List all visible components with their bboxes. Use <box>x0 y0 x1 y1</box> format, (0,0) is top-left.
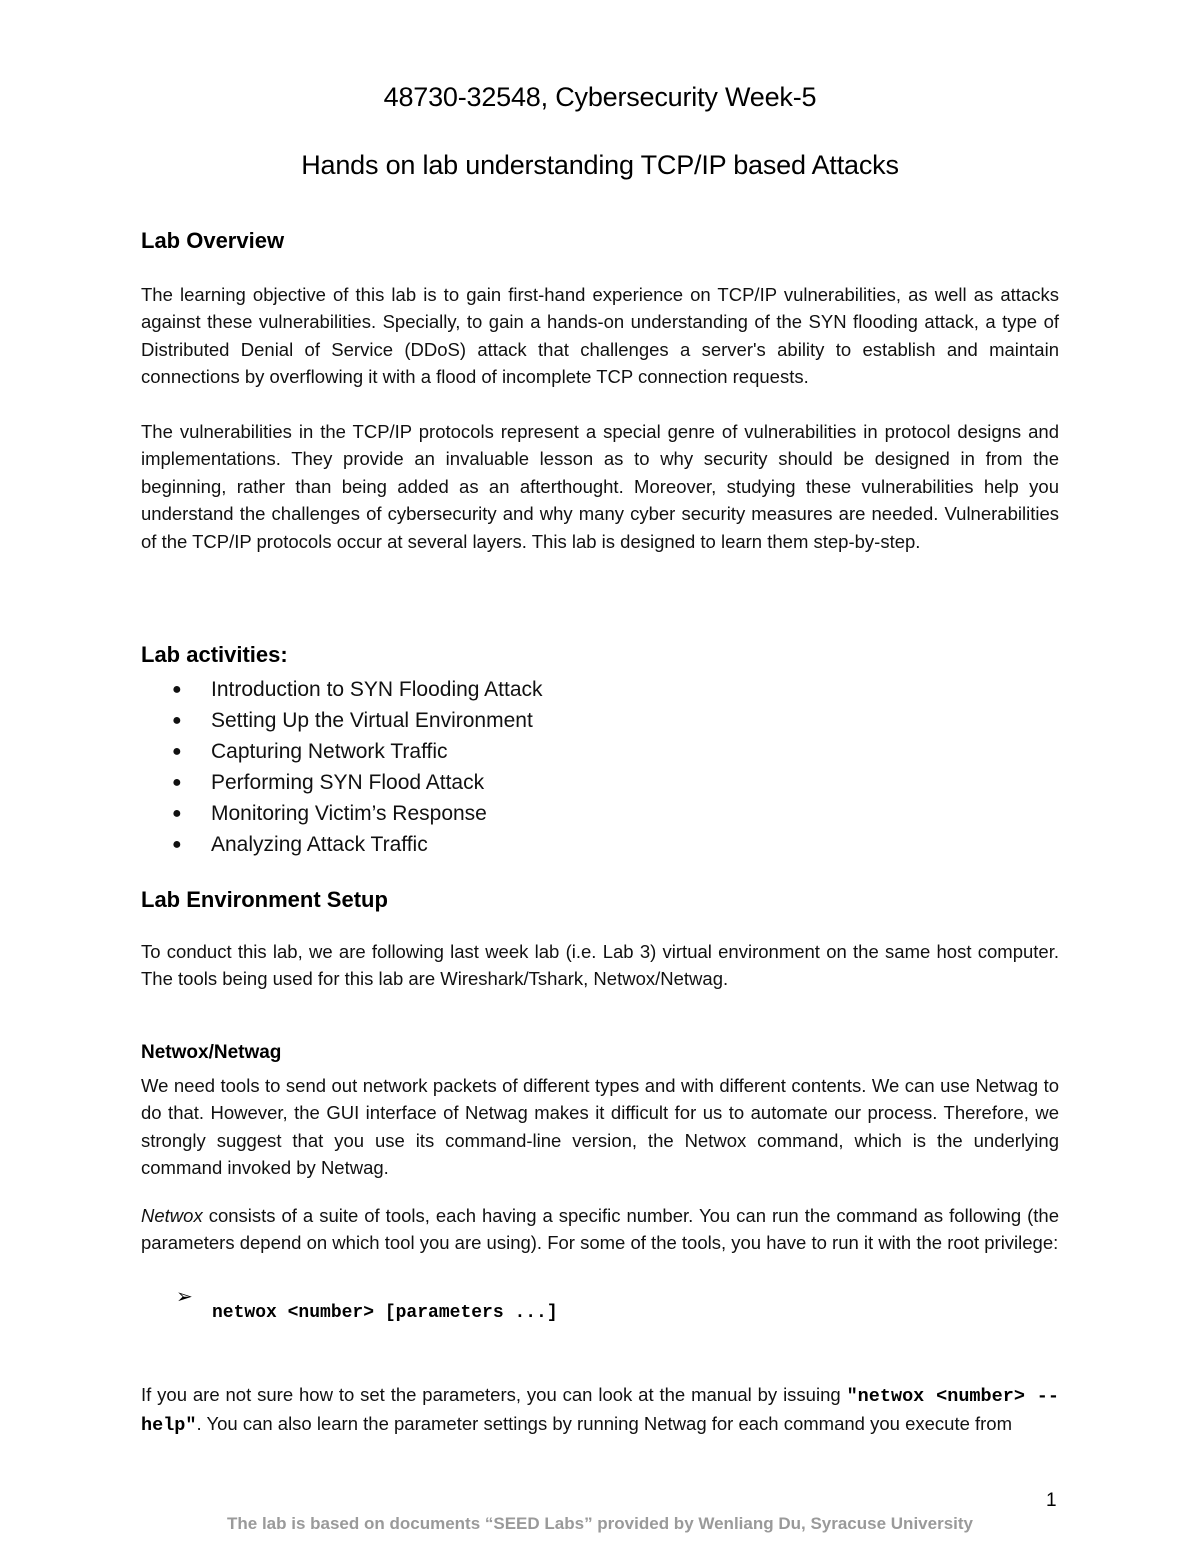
environment-paragraph: To conduct this lab, we are following last week lab (i.e. Lab 3) virtual environment on the same host computer. The tools being used for this lab are Wireshark/Tshark, Netwox/Netwag. <box>141 941 1059 990</box>
overview-paragraph-1: The learning objective of this lab is to gain first-hand experience on TCP/IP vulnerabilities, as well as attacks against these vulnerabilities. Specially, to gain a hands-on understanding of the SYN flooding attack, a type of Distributed Denial of Service (DDoS) attack that challenges a server's ability to establish and maintain connections by overflowing it with a flood of incomplete TCP connection requests. <box>141 284 1059 388</box>
bullet-icon: ● <box>172 712 182 729</box>
netwox-heading: Netwox/Netwag <box>141 1042 282 1063</box>
bullet-icon: ● <box>172 681 182 698</box>
lab-environment-heading: Lab Environment Setup <box>141 887 388 912</box>
netwox-emphasis: Netwox <box>141 1205 203 1226</box>
bullet-icon: ● <box>172 805 182 822</box>
bullet-icon: ● <box>172 743 182 760</box>
page-subtitle: Hands on lab understanding TCP/IP based Attacks <box>301 150 899 180</box>
netwox-paragraph-3: If you are not sure how to set the parameters, you can look at the manual by issuing "netwox <number> --help". You can also learn the parameter settings by running Netwag for each command you execute from <box>141 1384 1059 1437</box>
lab-activities-heading: Lab activities: <box>141 642 288 667</box>
overview-paragraph-2: The vulnerabilities in the TCP/IP protocols represent a special genre of vulnerabilities in protocol designs and implementations. They provide an invaluable lesson as to why security should be designed in from the beginning, rather than being added as an afterthought. Moreover, studying these vulnerabilities help you understand the challenges of cybersecurity and why many cyber security measures are needed. Vulnerabilities of the TCP/IP protocols occur at several layers. This lab is designed to learn them step-by-step. <box>141 421 1059 552</box>
netwox-paragraph-1: We need tools to send out network packets of different types and with different contents. We can use Netwag to do that. However, the GUI interface of Netwag makes it difficult for us to automate our process. Therefore, we strongly suggest that you use its command-line version, the Netwox command, which is the underlying command invoked by Netwag. <box>141 1075 1059 1179</box>
page-number: 1 <box>1046 1490 1057 1511</box>
netwox-paragraph-2: Netwox consists of a suite of tools, each having a specific number. You can run the command as following (the parameters depend on which tool you are using). For some of the tools, you have to run it with the root privilege: <box>141 1205 1059 1254</box>
command-example: netwox <number> [parameters ...] <box>212 1303 558 1323</box>
page-title: 48730-32548, Cybersecurity Week-5 <box>383 82 817 112</box>
bullet-icon: ● <box>172 774 182 791</box>
document-page: 48730-32548, Cybersecurity Week-5 Hands on lab understanding TCP/IP based Attacks Lab Overview The learning objective of this lab is to gain first-hand experience on TCP/IP vulnerabilities, as well as attacks against these vulnerabilities. Specially, to gain a hands-on understanding of the SYN flooding attack, a type of Distributed Denial of Service (DDoS) attack that challenges a server's ability to establish and maintain connections by overflowing it with a flood of incomplete TCP connection requests. The vulnerabilities in the TCP/IP protocols represent a special genre of vulnerabilities in protocol designs and implementations. They provide an invaluable lesson as to why security should be designed in from the beginning, rather than being added as an afterthought. Moreover, studying these vulnerabilities help you understand the challenges of cybersecurity and why many cyber security measures are needed. Vulnerabilities of the TCP/IP protocols occur at several layers. This lab is designed to learn them step-by-step. Lab activities: ● Introduction to SYN Flooding Attack ● Setting Up the Virtual Environment ● Capturing Network Traffic ● Performing SYN Flood Attack ● Monitoring Victim’s Response ● Analyzing Attack Traffic Lab Environment Setup To conduct this lab, we are following last week lab (i.e. Lab 3) virtual environment on the same host computer. The tools being used for this lab are Wireshark/Tshark, Netwox/Netwag. Netwox/Netwag We need tools to send out network packets of different types and with different contents. We can use Netwag to do that. However, the GUI interface of Netwag makes it difficult for us to automate our process. Therefore, we strongly suggest that you use its command-line version, the Netwox command, which is the underlying command invoked by Netwag. Netwox consists of a suite of tools, each having a specific number. You can run the command as following (the parameters depend on which tool you are using). For some of the tools, you have to run it with the root privilege: ➢ netwox <number> [parameters ...] If you are not sure how to set the parameters, you can look at the manual by issuing "netwox <number> --help". You can also learn the parameter settings by running Netwag for each command you execute from 1 The lab is based on documents “SEED Labs” provided by Wenliang Du, Syracuse University <box>0 0 1200 1560</box>
help-command: "netwox <number> --help" <box>141 1386 1059 1437</box>
lab-overview-heading: Lab Overview <box>141 228 285 253</box>
footer-credit: The lab is based on documents “SEED Labs” provided by Wenliang Du, Syracuse University <box>227 1514 973 1533</box>
bullet-icon: ● <box>172 836 182 853</box>
arrow-bullet-icon: ➢ <box>176 1286 193 1308</box>
